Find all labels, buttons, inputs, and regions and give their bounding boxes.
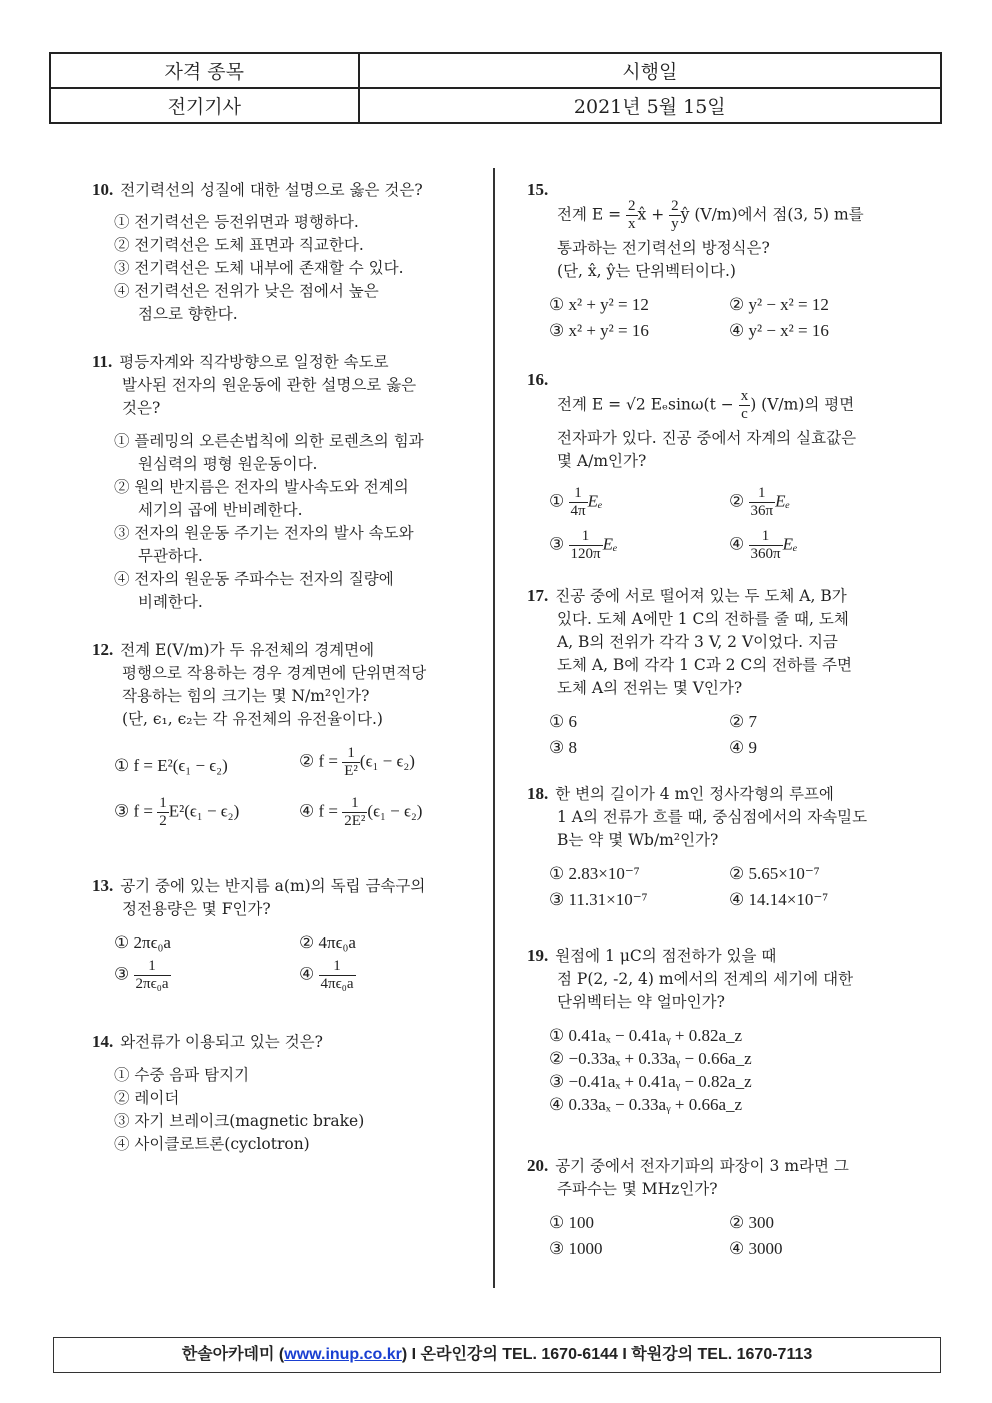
option [299,958,489,993]
fraction-numerator: 2 [628,198,636,214]
fraction [342,745,360,780]
question-text: (단, x̂, ŷ는 단위벡터이다.) [557,262,736,280]
option-label: ④ f = [299,801,338,821]
option: ① 수중 음파 탐지기 [114,1066,250,1084]
question-18 [527,782,909,911]
option: ④ 9 [729,738,757,757]
question-17 [527,584,909,759]
option-continued: 세기의 곱에 반비례한다. [138,501,303,519]
question-number: 15. [527,180,549,199]
option-rest: E²(ϵ₁ − ϵ₂) [168,801,240,821]
question-number: 13. [92,876,114,895]
fraction-numerator: x [740,388,749,404]
option [114,958,299,993]
option: ② 전기력선은 도체 표면과 직교한다. [114,236,364,254]
fraction-numerator: 2 [671,198,679,214]
question-13 [92,874,489,993]
fraction-denominator: 4πϵ₀a [320,976,354,992]
option-label: ④ [299,964,315,984]
fraction-numerator: 1 [342,795,367,813]
question-text: 몇 A/m인가? [557,452,647,470]
question-text: 전기력선의 성질에 대한 설명으로 옳은 것은? [120,181,423,199]
fraction-denominator: 2 [159,813,167,829]
fraction-numerator: 1 [749,485,776,503]
option-label: ② [729,491,745,511]
fraction-denominator: x [628,216,636,232]
fraction [749,528,783,563]
option: ③ −0.41aₓ + 0.41aᵧ − 0.82a_z [549,1072,752,1091]
question-number: 16. [527,370,549,389]
option: ④ y² − x² = 16 [729,321,829,340]
option: ② −0.33aₓ + 0.33aᵧ − 0.66a_z [549,1049,752,1068]
text-part: 전계 E = [557,205,622,224]
text-part: x̂ + [637,205,665,224]
question-text: 것은? [122,399,161,417]
option: ④ 전자의 원운동 주파수는 전자의 질량에 [114,570,394,588]
question-text: 1 A의 전류가 흐를 때, 중심점에서의 자속밀도 [557,808,868,826]
option-rest: Eₑ [775,491,790,511]
question-number: 19. [527,946,549,965]
question-number: 11. [92,352,113,371]
footer-website-link[interactable]: www.inup.co.kr [284,1346,402,1363]
question-text: A, B의 전위가 각각 3 V, 2 V이었다. 지금 [557,633,838,651]
fraction [669,198,681,233]
option: ③ 전자의 원운동 주기는 전자의 발사 속도와 [114,524,414,542]
question-text: 원점에 1 μC의 점전하가 있을 때 [555,947,777,965]
option: ④ 3000 [729,1239,783,1258]
option: ③ 자기 브레이크(magnetic brake) [114,1112,365,1130]
question-number: 14. [92,1032,114,1051]
question-text: 도체 A, B에 각각 1 C과 2 C의 전하를 주면 [557,656,852,674]
question-text: 평행으로 작용하는 경우 경계면에 단위면적당 [122,664,427,682]
fraction [569,528,603,563]
question-text: 전자파가 있다. 진공 중에서 자계의 실효값은 [557,429,857,447]
question-text: (단, ϵ₁, ϵ₂는 각 유전체의 유전율이다.) [122,710,383,728]
question-text: 통과하는 전기력선의 방정식은? [557,239,770,257]
fraction-denominator: 4π [570,503,586,519]
option: ④ 0.33aₓ − 0.33aᵧ + 0.66a_z [549,1095,743,1114]
fraction [342,795,367,830]
text-part: ) (V/m)의 평면 [750,395,855,414]
option: ② 7 [729,712,757,731]
option: ② 레이더 [114,1089,180,1107]
option [299,745,489,787]
fraction-denominator: 2E² [344,813,366,829]
option-label: ③ [549,534,565,554]
fraction-denominator: 36π [750,503,774,519]
question-text: 전계 E(V/m)가 두 유전체의 경계면에 [120,641,375,659]
question-19 [527,944,853,1116]
fraction-numerator: 1 [749,528,783,546]
question-12 [92,638,489,830]
question-11 [92,350,424,614]
question-number: 10. [92,180,114,199]
question-text: 도체 A의 전위는 몇 V인가? [557,679,743,697]
option-label: ③ f = [114,801,153,821]
fraction [319,958,356,993]
fraction [749,485,776,520]
option: ② 원의 반지름은 전자의 발사속도와 전계의 [114,478,409,496]
header-col1-label: 자격 종목 [50,53,359,88]
fraction-denominator: y [671,216,679,232]
option-label: ① [549,491,565,511]
option [114,795,299,830]
option: ① 2.83×10⁻⁷ [549,864,640,883]
question-10 [92,178,423,326]
fraction [569,485,588,520]
footer-contact: ) I 온라인강의 TEL. 1670-6144 I 학원강의 TEL. 1670-7113 [401,1346,813,1363]
option-continued: 무관하다. [138,547,203,565]
option [729,485,909,520]
option-rest: Eₑ [782,534,798,554]
option: ① 0.41aₓ − 0.41aᵧ + 0.82a_z [549,1026,743,1045]
question-text [527,388,909,423]
column-divider [493,168,495,1288]
header-date: 2021년 5월 15일 [359,88,941,123]
fraction-denominator: c [741,406,748,422]
question-text: 정전용량은 몇 F인가? [122,900,271,918]
fraction-numerator: 1 [134,958,171,976]
option-continued: 비례한다. [138,593,203,611]
question-text: B는 약 몇 Wb/m²인가? [557,831,719,849]
option: ③ 8 [549,738,577,757]
question-text: 작용하는 힘의 크기는 몇 N/m²인가? [122,687,370,705]
question-14 [92,1030,364,1156]
fraction-denominator: 360π [750,546,781,562]
option: ① 2πϵ₀a [114,933,171,952]
option [549,485,729,520]
fraction [626,198,638,233]
option: ④ 전기력선은 전위가 낮은 점에서 높은 [114,282,379,300]
option-label: ③ [114,964,130,984]
question-15 [527,178,909,342]
option [299,795,489,830]
option [729,528,909,563]
fraction-numerator: 1 [159,795,167,811]
question-number: 18. [527,784,549,803]
option: ① x² + y² = 12 [549,295,649,314]
question-number: 20. [527,1156,549,1175]
footer-academy: 한솔아카데미 ( [181,1346,285,1363]
question-text: 발사된 전자의 원운동에 관한 설명으로 옳은 [122,376,417,394]
fraction-numerator: 1 [319,958,356,976]
option [549,528,729,563]
option-rest: (ϵ₁ − ϵ₂) [359,751,415,771]
fraction-denominator: 2πϵ₀a [135,976,169,992]
question-text: 한 변의 길이가 4 m인 정사각형의 루프에 [555,785,834,803]
question-text: 단위벡터는 약 얼마인가? [557,993,725,1011]
option: ③ 전기력선은 도체 내부에 존재할 수 있다. [114,259,404,277]
fraction [157,795,169,830]
option-continued: 점으로 향한다. [138,305,238,323]
option-rest: (ϵ₁ − ϵ₂) [367,801,423,821]
question-text: 있다. 도체 A에만 1 C의 전하를 줄 때, 도체 [557,610,849,628]
question-text: 공기 중에서 전자기파의 파장이 3 m라면 그 [555,1157,849,1175]
option: ④ 14.14×10⁻⁷ [729,890,829,909]
question-text: 평등자계와 직각방향으로 일정한 속도로 [119,353,389,371]
option-rest: Eₑ [602,534,618,554]
question-text: 진공 중에 서로 떨어져 있는 두 도체 A, B가 [555,587,847,605]
option: ③ x² + y² = 16 [549,321,649,340]
question-text: 점 P(2, -2, 4) m에서의 전계의 세기에 대한 [557,970,854,988]
option: ① 6 [549,712,577,731]
option: ④ 사이클로트론(cyclotron) [114,1135,310,1153]
question-text: 공기 중에 있는 반지름 a(m)의 독립 금속구의 [120,877,426,895]
question-number: 12. [92,640,114,659]
option-label: ② f = [299,751,338,771]
fraction-denominator: 120π [570,546,601,562]
option: ① f = E²(ϵ₁ − ϵ₂) [114,756,228,775]
fraction [134,958,171,993]
option: ② 5.65×10⁻⁷ [729,864,820,883]
text-part: 전계 E = √2 Eₑsinω(t − [557,395,734,414]
question-20 [527,1154,909,1260]
option: ① 플레밍의 오른손법칙에 의한 로렌츠의 힘과 [114,432,424,450]
footer [53,1337,941,1373]
question-number: 17. [527,586,549,605]
question-text: 와전류가 이용되고 있는 것은? [120,1033,323,1051]
option-continued: 원심력의 평형 원운동이다. [138,455,318,473]
fraction-numerator: 1 [342,745,360,763]
question-16 [527,368,909,563]
fraction [739,388,751,423]
option: ② 4πϵ₀a [299,933,356,952]
option: ② 300 [729,1213,774,1232]
fraction-numerator: 1 [569,485,588,503]
header-subject: 전기기사 [50,88,359,123]
header-table [49,52,942,124]
option: ② y² − x² = 12 [729,295,829,314]
question-text [527,198,909,233]
text-part: ŷ (V/m)에서 점(3, 5) m를 [680,205,864,224]
option: ① 전기력선은 등전위면과 평행하다. [114,213,359,231]
header-col2-label: 시행일 [359,53,941,88]
option: ③ 11.31×10⁻⁷ [549,890,648,909]
option-label: ④ [729,534,745,554]
option: ③ 1000 [549,1239,603,1258]
option-rest: Eₑ [587,491,603,511]
option: ① 100 [549,1213,594,1232]
question-text: 주파수는 몇 MHz인가? [557,1180,718,1198]
fraction-numerator: 1 [569,528,603,546]
fraction-denominator: E² [344,763,358,779]
